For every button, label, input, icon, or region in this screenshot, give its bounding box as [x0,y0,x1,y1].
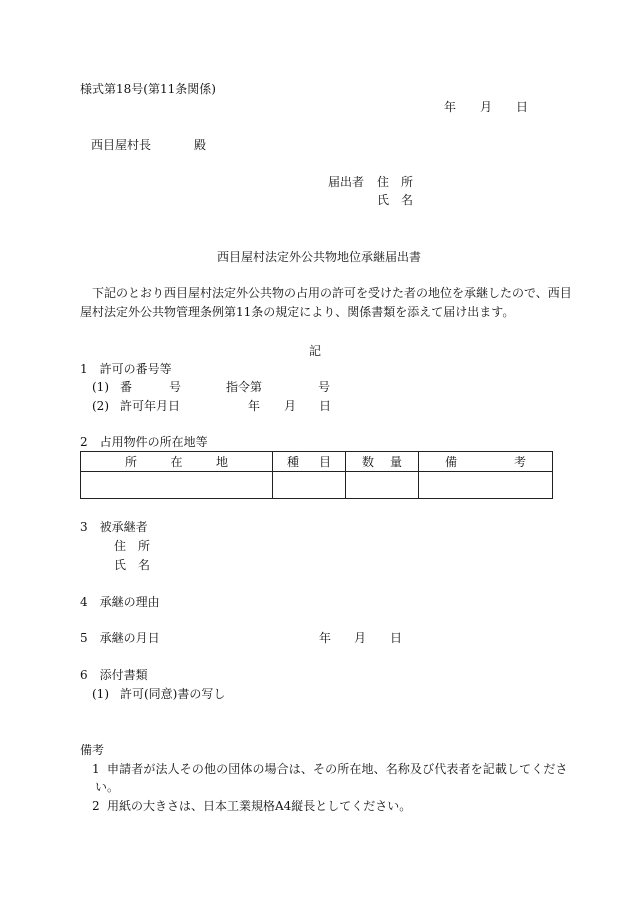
section-1-item-1-num: (1) [92,380,109,394]
section-4-heading: 4 承継の理由 [80,595,160,609]
section-1-item-1-label-1: 番 [120,380,133,394]
section-1-heading: 1 許可の番号等 [80,362,172,376]
addressee-honorific: 殿 [194,138,207,152]
addressee-name: 西目屋村長 [91,138,152,152]
note-1-line-2: い。 [95,780,120,794]
section-5-day: 日 [390,631,403,645]
section-1-item-2-month: 月 [284,399,297,413]
section-3-address-label: 住 所 [114,539,151,553]
section-5-year: 年 [319,631,332,645]
column-header-char: 在 [170,455,198,469]
section-1-item-2-year: 年 [248,399,261,413]
section-3-name-label: 氏 名 [114,558,151,572]
column-header-char: 備 [445,455,484,469]
date-day-label: 日 [516,100,529,114]
notifier-label: 届出者 [328,175,365,189]
ki-label: 記 [309,344,322,358]
section-1-item-2-day: 日 [319,399,332,413]
column-header-quantity [346,452,419,472]
column-header-char: 考 [513,455,526,469]
table-cell-remarks[interactable] [419,472,553,499]
body-line-1: 下記のとおり西目屋村法定外公共物の占用の許可を受けた者の地位を承継したので、西目 [92,286,572,300]
section-1-item-2-label: 許可年月日 [120,399,181,413]
section-6-heading: 6 添付書類 [80,668,148,682]
column-header-remarks [419,452,553,472]
table-cell-location[interactable] [81,472,273,499]
section-1-item-1-suffix: 号 [318,380,331,394]
note-1-line-1: 申請者が法人その他の団体の場合は、その所在地、名称及び代表者を記載してくださ [107,762,568,776]
notifier-address-label: 住 所 [377,175,414,189]
column-header-char: 所 [125,455,152,469]
note-2-num: 2 [92,799,100,813]
section-2-heading: 2 占用物件の所在地等 [80,435,208,449]
section-3-heading: 3 被承継者 [80,520,148,534]
column-header-category [273,452,346,472]
notifier-name-label: 氏 名 [377,193,414,207]
note-2-text: 用紙の大きさは、日本工業規格A4縦長としてください。 [107,799,412,813]
section-6-item-text: 許可(同意)書の写し [120,687,226,701]
date-month-label: 月 [480,100,493,114]
column-header-char: 数 [362,455,381,469]
section-1-item-1-prefix: 指令第 [226,380,263,394]
section-5-heading: 5 承継の月日 [80,631,160,645]
column-header-location [81,452,273,472]
section-6-item-num: (1) [92,687,109,701]
column-header-char: 目 [318,455,331,469]
table-cell-category[interactable] [273,472,346,499]
table-cell-quantity[interactable] [346,472,419,499]
section-1-item-1-label-2: 号 [169,380,182,394]
column-header-char: 地 [215,455,228,469]
table-header-row [81,452,553,472]
form-number: 様式第18号(第11条関係) [80,82,216,96]
property-table [80,451,553,499]
notes-heading: 備考 [80,743,105,757]
note-1-num: 1 [92,762,100,776]
body-line-2: 屋村法定外公共物管理条例第11条の規定により、関係書類を添えて届け出ます。 [80,305,515,319]
document-title: 西目屋村法定外公共物地位承継届出書 [217,250,422,264]
table-row [81,472,553,499]
column-header-char: 種 [287,455,308,469]
section-5-month: 月 [354,631,367,645]
section-1-item-2-num: (2) [92,399,109,413]
column-header-char: 量 [389,455,402,469]
date-year-label: 年 [444,100,457,114]
